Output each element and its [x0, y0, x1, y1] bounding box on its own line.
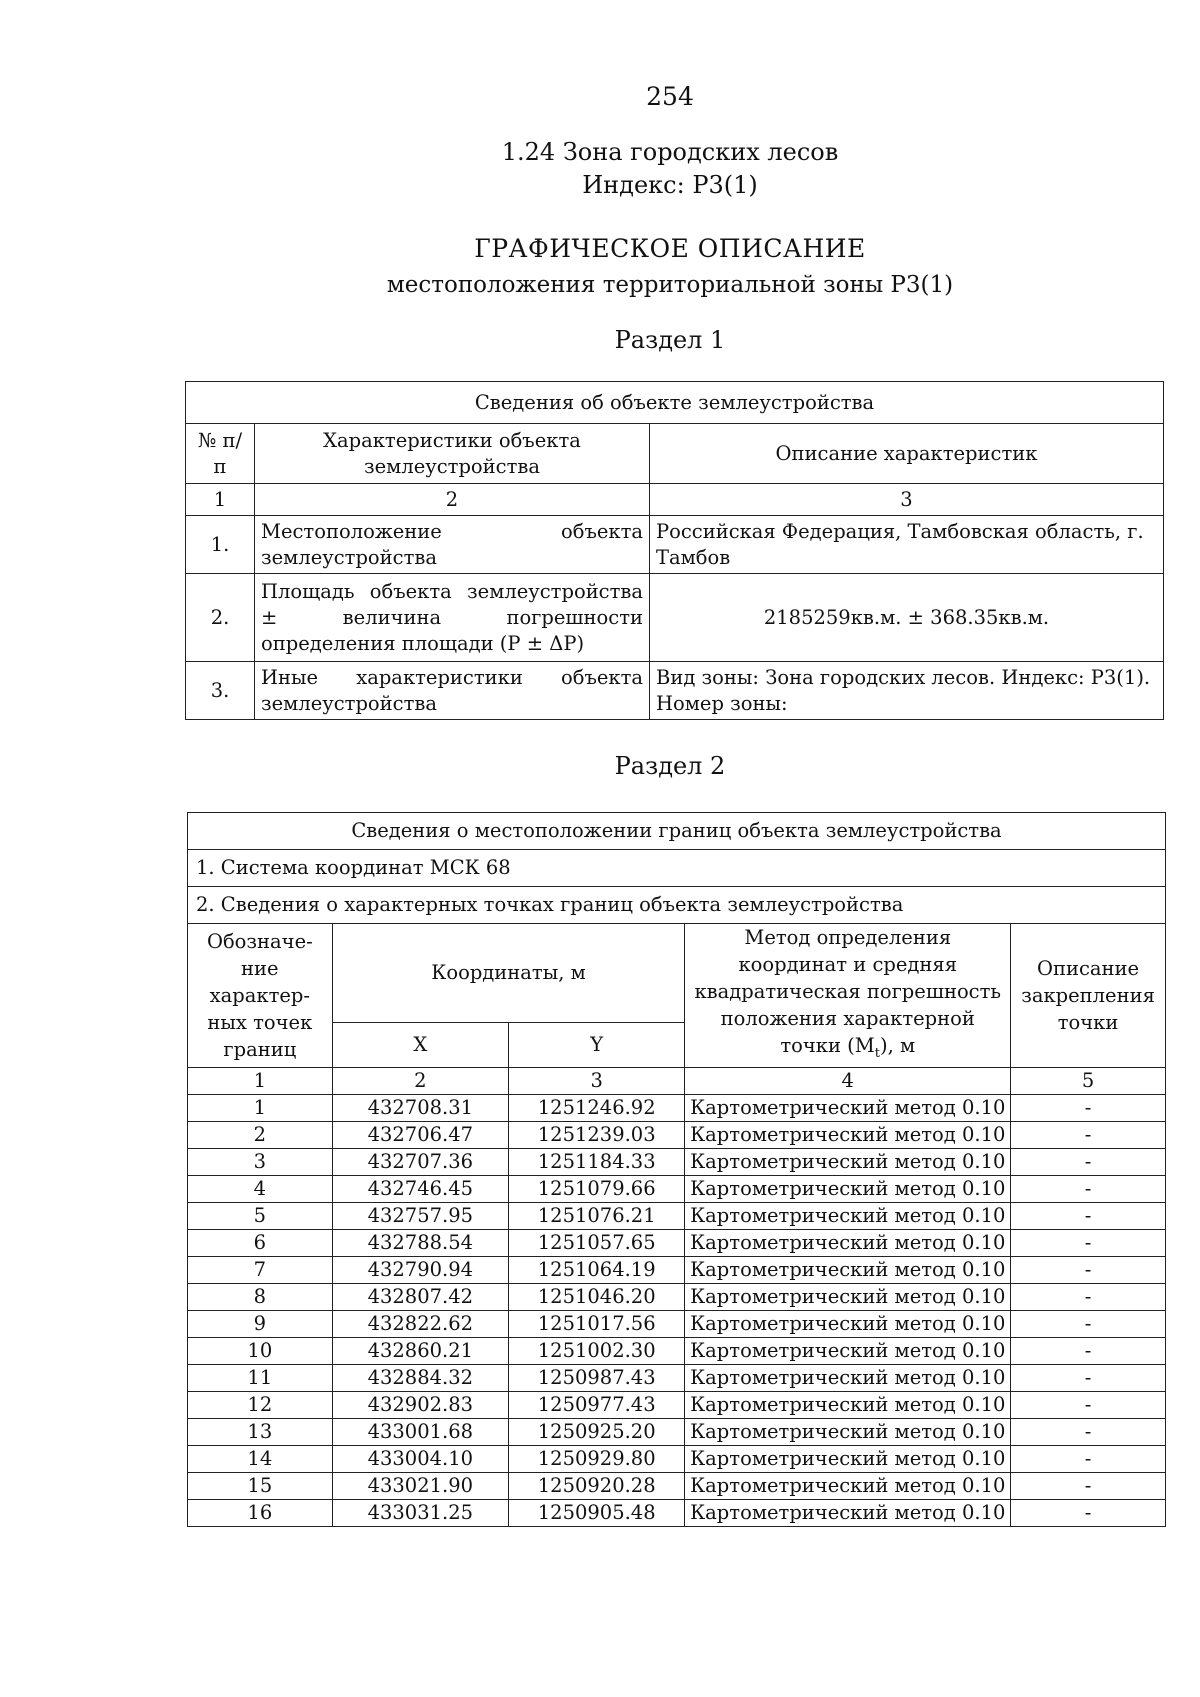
point-method: Картометрический метод 0.10	[685, 1283, 1011, 1310]
point-method: Картометрический метод 0.10	[685, 1121, 1011, 1148]
point-id: 7	[188, 1256, 333, 1283]
point-method: Картометрический метод 0.10	[685, 1391, 1011, 1418]
zone-heading: 1.24 Зона городских лесов	[501, 138, 839, 166]
point-y: 1251046.20	[508, 1283, 684, 1310]
land-object-table-title: Сведения об объекте землеустройства	[186, 382, 1164, 424]
zone-index: Индекс: Р3(1)	[582, 171, 758, 199]
point-x: 432707.36	[332, 1148, 508, 1175]
point-id: 2	[188, 1121, 333, 1148]
document-subtitle: местоположения территориальной зоны Р3(1)	[386, 272, 954, 298]
point-y: 1251239.03	[508, 1121, 684, 1148]
point-fixing: -	[1011, 1148, 1166, 1175]
point-x: 432884.32	[332, 1364, 508, 1391]
table-row	[188, 1364, 1166, 1391]
point-fixing: -	[1011, 1229, 1166, 1256]
point-method: Картометрический метод 0.10	[685, 1094, 1011, 1121]
coordinate-system: 1. Система координат МСК 68	[188, 850, 1166, 887]
point-method: Картометрический метод 0.10	[685, 1337, 1011, 1364]
point-method: Картометрический метод 0.10	[685, 1229, 1011, 1256]
column-header-x: X	[332, 1022, 508, 1067]
table-row	[188, 1256, 1166, 1283]
point-method: Картометрический метод 0.10	[685, 1445, 1011, 1472]
column-header-y: Y	[508, 1022, 684, 1067]
point-id: 14	[188, 1445, 333, 1472]
point-method: Картометрический метод 0.10	[685, 1256, 1011, 1283]
point-method: Картометрический метод 0.10	[685, 1499, 1011, 1526]
row-number: 3.	[186, 662, 255, 720]
point-fixing: -	[1011, 1445, 1166, 1472]
point-id: 12	[188, 1391, 333, 1418]
point-id: 13	[188, 1418, 333, 1445]
point-fixing: -	[1011, 1175, 1166, 1202]
point-x: 432902.83	[332, 1391, 508, 1418]
point-fixing: -	[1011, 1364, 1166, 1391]
point-x: 433031.25	[332, 1499, 508, 1526]
point-y: 1251064.19	[508, 1256, 684, 1283]
table-row	[188, 1472, 1166, 1499]
point-fixing: -	[1011, 1418, 1166, 1445]
table-row	[188, 1391, 1166, 1418]
point-method: Картометрический метод 0.10	[685, 1364, 1011, 1391]
point-x: 432746.45	[332, 1175, 508, 1202]
point-fixing: -	[1011, 1202, 1166, 1229]
point-x: 432706.47	[332, 1121, 508, 1148]
point-fixing: -	[1011, 1256, 1166, 1283]
point-fixing: -	[1011, 1337, 1166, 1364]
characteristic-name: Иные характеристики объекта землеустройства	[255, 662, 650, 720]
point-id: 5	[188, 1202, 333, 1229]
column-header-method: Метод определения координат и средняя квадратическая погрешность положения характерной точки $(M_t)$, м	[685, 924, 1011, 1068]
table-row	[188, 1499, 1166, 1526]
land-object-table	[185, 381, 1164, 720]
table-row	[188, 1094, 1166, 1121]
column-number: 3	[650, 484, 1164, 516]
point-id: 4	[188, 1175, 333, 1202]
point-y: 1250905.48	[508, 1499, 684, 1526]
table-row	[188, 1310, 1166, 1337]
table-row	[186, 574, 1164, 662]
row-number: 1.	[186, 516, 255, 574]
table-row	[188, 1418, 1166, 1445]
boundary-table-title: Сведения о местоположении границ объекта землеустройства	[188, 813, 1166, 850]
section-1-title: Раздел 1	[614, 326, 726, 354]
point-y: 1251079.66	[508, 1175, 684, 1202]
point-x: 432822.62	[332, 1310, 508, 1337]
document-title: ГРАФИЧЕСКОЕ ОПИСАНИЕ	[474, 234, 866, 263]
point-id: 15	[188, 1472, 333, 1499]
characteristic-name: Местоположение объекта землеустройства	[255, 516, 650, 574]
point-id: 6	[188, 1229, 333, 1256]
column-header-fixing: Описание закрепления точки	[1011, 924, 1166, 1068]
table-row	[186, 516, 1164, 574]
point-method: Картометрический метод 0.10	[685, 1472, 1011, 1499]
column-number: 1	[186, 484, 255, 516]
point-fixing: -	[1011, 1499, 1166, 1526]
characteristic-description: 2185259кв.м. ± 368.35кв.м.	[650, 574, 1164, 662]
column-number: 2	[255, 484, 650, 516]
point-y: 1250920.28	[508, 1472, 684, 1499]
column-header-point: Обозначе-ние характер-ных точек границ	[188, 924, 333, 1068]
point-id: 1	[188, 1094, 333, 1121]
point-id: 11	[188, 1364, 333, 1391]
point-x: 432788.54	[332, 1229, 508, 1256]
point-fixing: -	[1011, 1391, 1166, 1418]
point-id: 8	[188, 1283, 333, 1310]
column-number: 1	[188, 1067, 333, 1094]
characteristic-name: Площадь объекта землеустройства ± величина погрешности определения площади (P ± ΔP)	[255, 574, 650, 662]
boundary-points-table	[187, 812, 1166, 1527]
column-number: 3	[508, 1067, 684, 1094]
point-method: Картометрический метод 0.10	[685, 1148, 1011, 1175]
column-header-characteristic: Характеристики объекта землеустройства	[255, 424, 650, 484]
table-row	[188, 1121, 1166, 1148]
point-x: 433001.68	[332, 1418, 508, 1445]
point-y: 1250977.43	[508, 1391, 684, 1418]
point-x: 432708.31	[332, 1094, 508, 1121]
point-fixing: -	[1011, 1310, 1166, 1337]
table-row	[188, 1202, 1166, 1229]
point-fixing: -	[1011, 1472, 1166, 1499]
table-row	[188, 1229, 1166, 1256]
point-method: Картометрический метод 0.10	[685, 1202, 1011, 1229]
point-fixing: -	[1011, 1283, 1166, 1310]
column-header-coordinates: Координаты, м	[332, 924, 685, 1023]
point-y: 1251184.33	[508, 1148, 684, 1175]
point-fixing: -	[1011, 1094, 1166, 1121]
point-y: 1250987.43	[508, 1364, 684, 1391]
table-row	[188, 1445, 1166, 1472]
point-y: 1250925.20	[508, 1418, 684, 1445]
point-x: 432757.95	[332, 1202, 508, 1229]
point-y: 1251002.30	[508, 1337, 684, 1364]
point-id: 9	[188, 1310, 333, 1337]
point-id: 16	[188, 1499, 333, 1526]
table-row	[186, 662, 1164, 720]
points-table-body	[188, 1094, 1166, 1526]
point-method: Картометрический метод 0.10	[685, 1418, 1011, 1445]
point-method: Картометрический метод 0.10	[685, 1310, 1011, 1337]
column-header-description: Описание характеристик	[650, 424, 1164, 484]
point-fixing: -	[1011, 1121, 1166, 1148]
point-id: 10	[188, 1337, 333, 1364]
table-row	[188, 1337, 1166, 1364]
table-row	[188, 1283, 1166, 1310]
points-section-title: 2. Сведения о характерных точках границ объекта землеустройства	[188, 887, 1166, 924]
point-y: 1251057.65	[508, 1229, 684, 1256]
column-number: 4	[685, 1067, 1011, 1094]
point-y: 1251246.92	[508, 1094, 684, 1121]
column-number: 2	[332, 1067, 508, 1094]
point-method: Картометрический метод 0.10	[685, 1175, 1011, 1202]
table-row	[188, 1148, 1166, 1175]
point-id: 3	[188, 1148, 333, 1175]
page-number: 254	[646, 82, 694, 111]
point-y: 1251076.21	[508, 1202, 684, 1229]
column-number: 5	[1011, 1067, 1166, 1094]
characteristic-description: Российская Федерация, Тамбовская область, г. Тамбов	[650, 516, 1164, 574]
point-x: 432807.42	[332, 1283, 508, 1310]
point-y: 1250929.80	[508, 1445, 684, 1472]
table-row	[188, 1175, 1166, 1202]
section-2-title: Раздел 2	[614, 752, 726, 780]
column-header-number: № п/п	[186, 424, 255, 484]
point-x: 432790.94	[332, 1256, 508, 1283]
characteristic-description: Вид зоны: Зона городских лесов. Индекс: Р3(1). Номер зоны:	[650, 662, 1164, 720]
point-x: 433004.10	[332, 1445, 508, 1472]
row-number: 2.	[186, 574, 255, 662]
point-x: 433021.90	[332, 1472, 508, 1499]
point-y: 1251017.56	[508, 1310, 684, 1337]
point-x: 432860.21	[332, 1337, 508, 1364]
